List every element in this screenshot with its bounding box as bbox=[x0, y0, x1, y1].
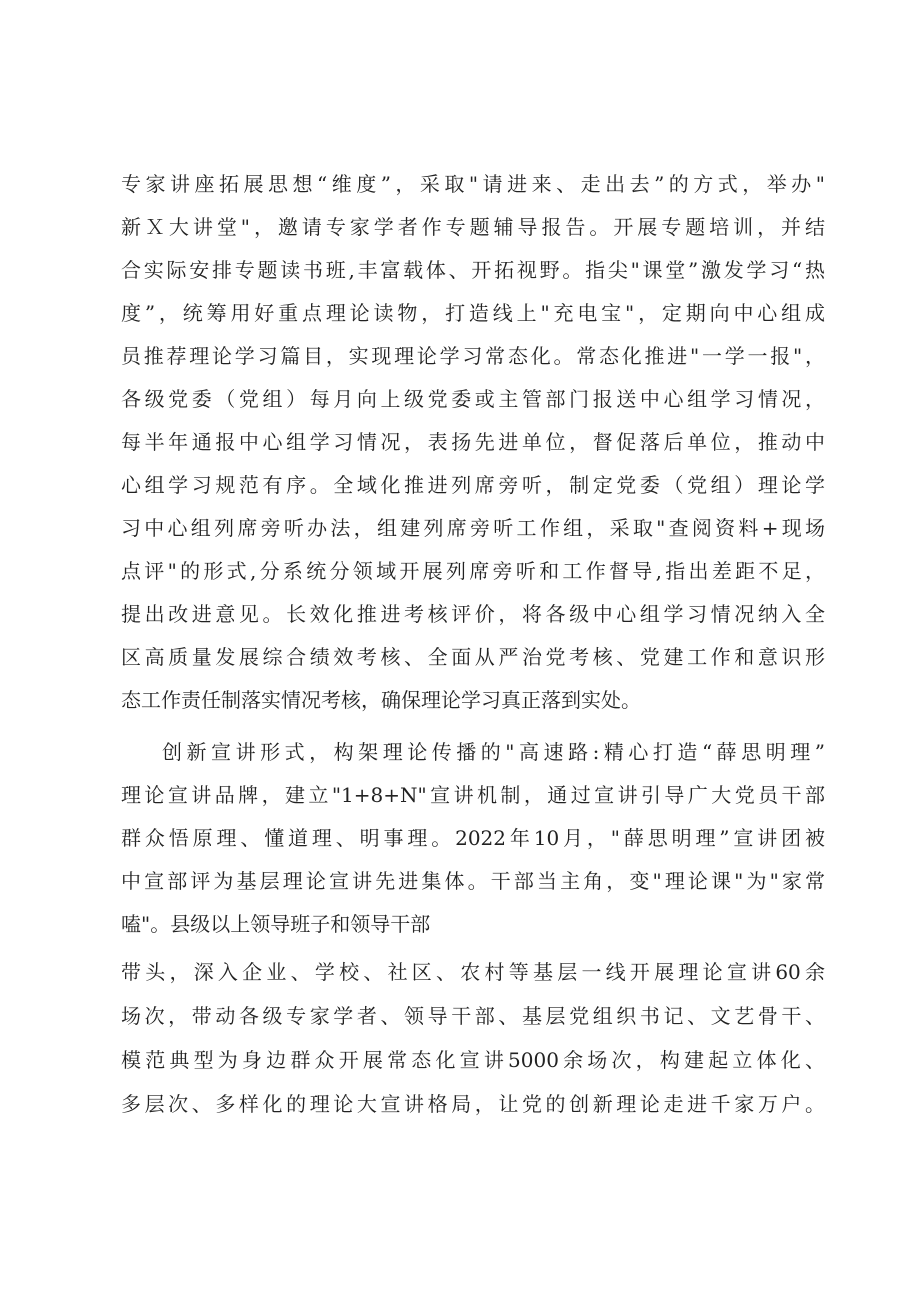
text-line: 区高质量发展综合绩效考核、全面从严治党考核、党建工作和意识形 bbox=[121, 645, 825, 669]
text-line: 中宣部评为基层理论宣讲先进集体。干部当主角，变"理论课"为"家常 bbox=[121, 869, 825, 893]
text-line: 合实际安排专题读书班,丰富载体、开拓视野。指尖"课堂”激发学习“热 bbox=[121, 258, 825, 282]
text-line: 心组学习规范有序。全域化推进列席旁听，制定党委（党组）理论学 bbox=[121, 473, 825, 497]
text-line: 习中心组列席旁听办法，组建列席旁听工作组，采取"查阅资料+现场 bbox=[121, 516, 825, 540]
text-line: 度”，统筹用好重点理论读物，打造线上"充电宝"，定期向中心组成 bbox=[121, 301, 825, 325]
text-line: 模范典型为身边群众开展常态化宣讲5000余场次，构建起立体化、 bbox=[121, 1048, 825, 1072]
text-line: 各级党委（党组）每月向上级党委或主管部门报送中心组学习情况， bbox=[121, 387, 825, 411]
text-line: 带头，深入企业、学校、社区、农村等基层一线开展理论宣讲60余 bbox=[121, 960, 825, 984]
text-line: 每半年通报中心组学习情况，表扬先进单位，督促落后单位，推动中 bbox=[121, 430, 825, 454]
text-line: 提出改进意见。长效化推进考核评价，将各级中心组学习情况纳入全 bbox=[121, 602, 825, 626]
paragraph-first-line: 创新宣讲形式，构架理论传播的"高速路:精心打造“薛思明理” bbox=[162, 740, 825, 764]
text-line: 专家讲座拓展思想“维度”，采取"请进来、走出去”的方式，举办" bbox=[121, 172, 825, 196]
paragraph-end-line: 态工作责任制落实情况考核，确保理论学习真正落到实处。 bbox=[121, 688, 641, 712]
text-line: 员推荐理论学习篇目，实现理论学习常态化。常态化推进"一学一报"， bbox=[121, 344, 825, 368]
text-line: 群众悟原理、懂道理、明事理。2022年10月，"薛思明理”宣讲团被 bbox=[121, 826, 825, 850]
text-line: 场次，带动各级专家学者、领导干部、基层党组织书记、文艺骨干、 bbox=[121, 1004, 825, 1028]
text-line: 新Ｘ大讲堂"，邀请专家学者作专题辅导报告。开展专题培训，并结 bbox=[121, 215, 825, 239]
text-line: 嗑"。县级以上领导班子和领导干部 bbox=[121, 912, 431, 936]
paragraph-end-line: 多层次、多样化的理论大宣讲格局，让党的创新理论走进千家万户。 bbox=[121, 1092, 825, 1116]
text-line: 点评"的形式,分系统分领域开展列席旁听和工作督导,指出差距不足， bbox=[121, 559, 825, 583]
text-line: 理论宣讲品牌，建立"1+8+N"宣讲机制，通过宣讲引导广大党员干部 bbox=[121, 783, 825, 807]
